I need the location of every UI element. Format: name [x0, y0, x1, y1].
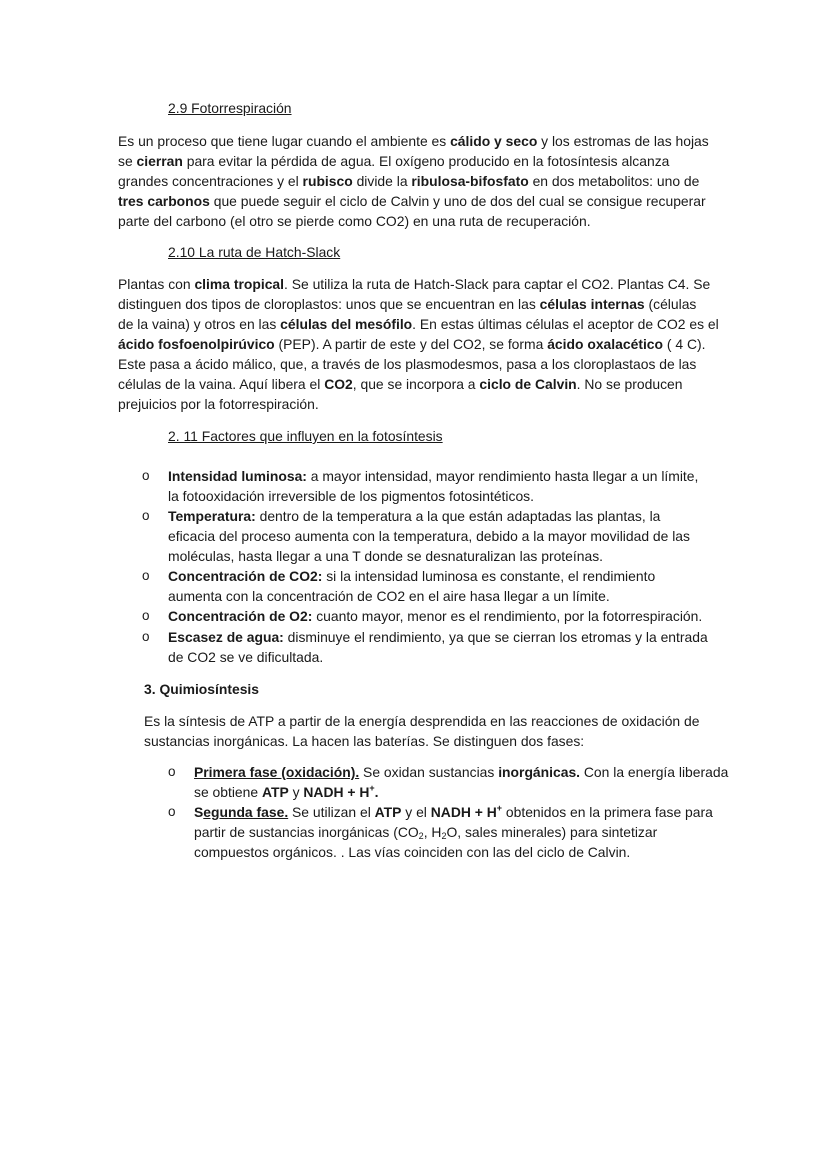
bullet-marker: o — [142, 468, 150, 483]
section-heading-2-10: 2.10 La ruta de Hatch-Slack — [168, 244, 341, 260]
section-heading-3: 3. Quimiosíntesis — [144, 681, 260, 697]
paragraph-line: Plantas con clima tropical. Se utiliza la ruta de Hatch-Slack para captar el CO2. Plantas C4. Se — [118, 276, 711, 292]
section-heading-2-9: 2.9 Fotorrespiración — [168, 100, 292, 116]
list-item: Temperatura: dentro de la temperatura a la que están adaptadas las plantas, la — [168, 508, 661, 524]
paragraph-line: parte del carbono (el otro se pierde como CO2) en una ruta de recuperación. — [118, 213, 591, 229]
list-item-continuation: aumenta con la concentración de CO2 en el aire hasa llegar a un límite. — [168, 588, 610, 604]
list-item-phase-1: Primera fase (oxidación). Se oxidan sustancias inorgánicas. Con la energía liberada — [194, 764, 729, 780]
paragraph-line: tres carbonos que puede seguir el ciclo de Calvin y uno de dos del cual se consigue recuperar — [118, 193, 706, 209]
paragraph-line: de la vaina) y otros en las células del mesófilo. En estas últimas células el aceptor de CO2 es el — [118, 316, 719, 332]
list-item-continuation: partir de sustancias inorgánicas ($CO_2$, $H_2O$, sales minerales) para sintetizar — [194, 824, 658, 841]
paragraph-line: se cierran para evitar la pérdida de agua. El oxígeno producido en la fotosíntesis alcanza — [118, 153, 670, 169]
list-item-phase-2: Segunda fase. Se utilizan el ATP y el NADH + H+ obtenidos en la primera fase para — [194, 803, 713, 820]
list-item-continuation: moléculas, hasta llegar a una T donde se desnaturalizan las proteínas. — [168, 548, 604, 564]
bullet-marker: o — [142, 568, 150, 583]
paragraph-line: grandes concentraciones y el rubisco divide la ribulosa-bifosfato en dos metabolitos: uno de — [118, 173, 700, 189]
list-item: Escasez de agua: disminuye el rendimiento, ya que se cierran los etromas y la entrada — [168, 629, 708, 645]
list-item: Intensidad luminosa: a mayor intensidad, mayor rendimiento hasta llegar a un límite, — [168, 468, 699, 484]
section-heading-2-11: 2. 11 Factores que influyen en la fotosíntesis — [168, 428, 443, 444]
paragraph-line: Es un proceso que tiene lugar cuando el ambiente es cálido y seco y los estromas de las hojas — [118, 133, 709, 149]
list-item-continuation: se obtiene ATP y NADH + H+. — [194, 783, 379, 800]
paragraph-line: sustancias inorgánicas. La hacen las baterías. Se distinguen dos fases: — [144, 733, 585, 749]
paragraph-line: prejuicios por la fotorrespiración. — [118, 396, 319, 412]
bullet-marker: o — [142, 629, 150, 644]
list-item: Concentración de CO2: si la intensidad luminosa es constante, el rendimiento — [168, 568, 656, 584]
list-item: Concentración de O2: cuanto mayor, menor es el rendimiento, por la fotorrespiración. — [168, 608, 703, 624]
bullet-marker: o — [168, 764, 176, 779]
paragraph-line: Este pasa a ácido málico, que, a través de los plasmodesmos, pasa a los cloroplastaos de las — [118, 356, 697, 372]
paragraph-line: células de la vaina. Aquí libera el CO2, que se incorpora a ciclo de Calvin. No se producen — [118, 376, 683, 392]
list-item-continuation: eficacia del proceso aumenta con la temperatura, debido a la mayor movilidad de las — [168, 528, 690, 544]
bullet-marker: o — [142, 508, 150, 523]
list-item-continuation: compuestos orgánicos. . Las vías coinciden con las del ciclo de Calvin. — [194, 844, 631, 860]
list-item-continuation: de CO2 se ve dificultada. — [168, 649, 324, 665]
paragraph-line: distinguen dos tipos de cloroplastos: unos que se encuentran en las células internas (células — [118, 296, 697, 312]
paragraph-line: ácido fosfoenolpirúvico (PEP). A partir de este y del CO2, se forma ácido oxalacético ( 4 C). — [118, 336, 706, 352]
bullet-marker: o — [142, 608, 150, 623]
list-item-continuation: la fotooxidación irreversible de los pigmentos fotosintéticos. — [168, 488, 534, 504]
paragraph-line: Es la síntesis de ATP a partir de la energía desprendida en las reacciones de oxidación de — [144, 713, 700, 729]
bullet-marker: o — [168, 804, 176, 819]
